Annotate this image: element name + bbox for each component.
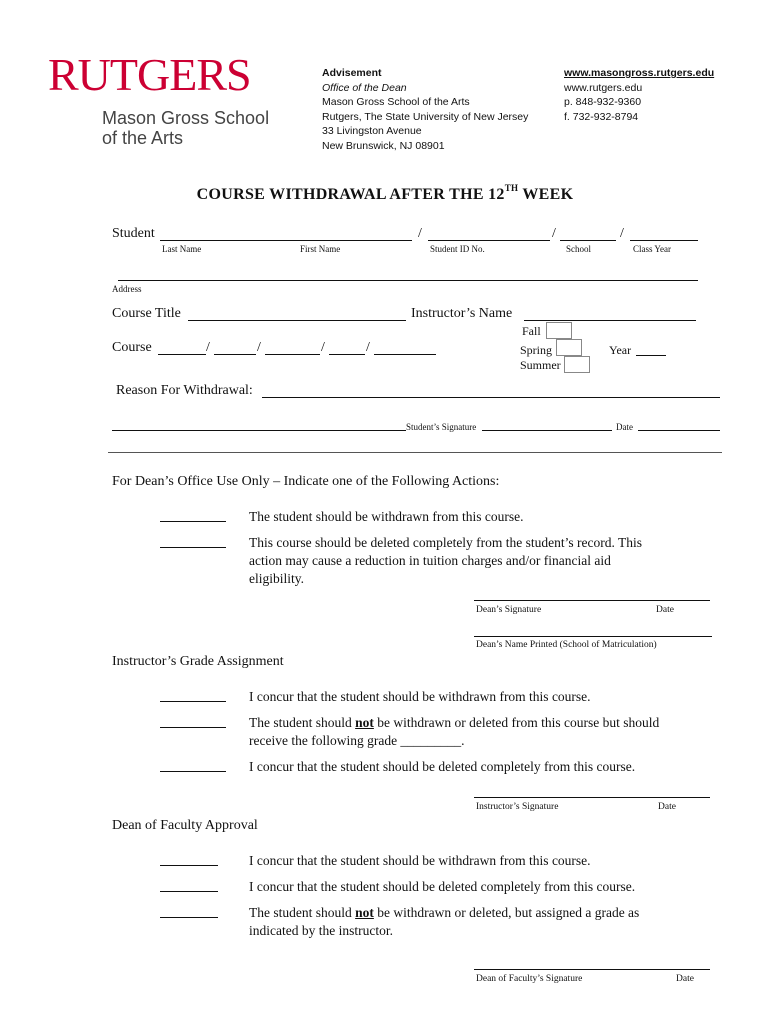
summer-checkbox[interactable] — [564, 356, 590, 373]
not-emphasis: not — [355, 715, 374, 730]
title-end: WEEK — [518, 186, 574, 203]
instructor-name-label: Instructor’s Name — [411, 306, 513, 321]
summer-label: Summer — [520, 358, 561, 372]
dean-opt2-line3: eligibility. — [249, 571, 304, 586]
year-field[interactable] — [636, 355, 666, 356]
dean-opt2-mark[interactable] — [160, 547, 226, 548]
instructor-signature-field[interactable] — [474, 797, 710, 798]
address-line-1: Mason Gross School of the Arts — [322, 96, 470, 109]
course-part-4[interactable] — [329, 354, 365, 355]
last-name-caption: Last Name — [162, 244, 202, 254]
section-divider — [108, 452, 722, 453]
dean-opt2-line2: action may cause a reduction in tuition charges and/or financial aid — [249, 553, 611, 568]
instructor-opt1-text: I concur that the student should be withdrawn from this course. — [249, 689, 591, 704]
instructor-opt2-text: The student should not be withdrawn or deleted from this course but should receive the following grade _________. — [249, 715, 660, 748]
first-name-caption: First Name — [300, 244, 341, 254]
address-line-4: New Brunswick, NJ 08901 — [322, 139, 445, 152]
instructor-opt2-mark[interactable] — [160, 727, 226, 728]
office-name: Office of the Dean — [322, 81, 407, 94]
logo-line-1: Mason Gross School — [102, 108, 270, 128]
course-part-2[interactable] — [214, 354, 256, 355]
dean-opt1-mark[interactable] — [160, 521, 226, 522]
web-link-rutgers[interactable]: www.rutgers.edu — [564, 81, 643, 94]
faculty-date-caption: Date — [676, 974, 694, 984]
class-year-field[interactable] — [630, 240, 698, 241]
faculty-opt1-mark[interactable] — [160, 865, 218, 866]
logo-subtitle — [102, 108, 269, 148]
dean-opt1-text: The student should be withdrawn from this course. — [249, 509, 524, 524]
dean-name-printed-caption: Dean’s Name Printed (School of Matriculation) — [476, 640, 657, 650]
student-signature-caption: Student’s Signature — [406, 422, 477, 432]
dean-signature-caption: Dean’s Signature — [476, 605, 542, 615]
course-title-label: Course Title — [112, 306, 181, 321]
instructor-opt3-text: I concur that the student should be deleted completely from this course. — [249, 759, 636, 774]
dean-office-heading: For Dean’s Office Use Only – Indicate one of the Following Actions: — [112, 474, 500, 489]
instructor-signature-caption: Instructor’s Signature — [476, 802, 559, 812]
instructor-name-field[interactable] — [524, 320, 696, 321]
logo-line-2: of the Arts — [102, 128, 184, 148]
dept-title: Advisement — [322, 67, 382, 79]
dean-opt2-line1: This course should be deleted completely from the student’s record. This — [249, 535, 643, 550]
address-line-2: Rutgers, The State University of New Jersey — [322, 110, 529, 123]
faculty-opt1-text: I concur that the student should be withdrawn from this course. — [249, 853, 591, 868]
title-sup: TH — [504, 183, 519, 193]
address-line-3: 33 Livingston Avenue — [322, 125, 422, 138]
faculty-opt3-text: The student should not be withdrawn or deleted, but assigned a grade as indicated by the instructor. — [249, 905, 640, 938]
course-part-3[interactable] — [265, 354, 320, 355]
faculty-opt2-text: I concur that the student should be deleted completely from this course. — [249, 879, 636, 894]
spring-label: Spring — [520, 343, 553, 357]
student-id-field[interactable] — [428, 240, 550, 241]
faculty-signature-field[interactable] — [474, 969, 710, 970]
web-link-masongross[interactable]: www.masongross.rutgers.edu — [564, 67, 715, 79]
year-label: Year — [609, 343, 632, 357]
spring-checkbox[interactable] — [556, 339, 582, 356]
faculty-opt3-mark[interactable] — [160, 917, 218, 918]
not-emphasis: not — [355, 905, 374, 920]
dean-name-printed-field[interactable] — [474, 636, 712, 637]
contact-block — [564, 66, 714, 124]
school-field[interactable] — [560, 240, 616, 241]
student-id-caption: Student ID No. — [430, 244, 485, 254]
fall-checkbox[interactable] — [546, 322, 572, 339]
title-main: COURSE WITHDRAWAL AFTER THE 12 — [196, 186, 505, 203]
faculty-heading: Dean of Faculty Approval — [112, 818, 258, 833]
office-address — [322, 66, 528, 154]
dean-opt2-text — [249, 534, 642, 588]
faculty-signature-caption: Dean of Faculty’s Signature — [476, 974, 583, 984]
dean-signature-field[interactable] — [474, 600, 710, 601]
instructor-date-caption: Date — [658, 802, 676, 812]
address-field[interactable] — [118, 280, 698, 281]
student-label: Student — [112, 226, 155, 241]
instructor-heading: Instructor’s Grade Assignment — [112, 654, 284, 669]
phone-number: p. 848-932-9360 — [564, 96, 642, 109]
reason-field[interactable] — [262, 397, 720, 398]
course-label: Course — [112, 340, 152, 355]
last-first-name-field[interactable] — [160, 240, 412, 241]
fall-label: Fall — [522, 324, 541, 338]
course-title-field[interactable] — [188, 320, 406, 321]
rutgers-logo: RUTGERS — [48, 49, 251, 100]
faculty-opt2-mark[interactable] — [160, 891, 218, 892]
form-title — [0, 183, 770, 204]
instructor-opt1-mark[interactable] — [160, 701, 226, 702]
dean-date-caption: Date — [656, 605, 674, 615]
student-date-field[interactable] — [638, 430, 720, 431]
grade-line: receive the following grade _________. — [249, 733, 465, 748]
fax-number: f. 732-932-8794 — [564, 110, 639, 123]
reason-continuation-field[interactable] — [112, 430, 406, 431]
course-part-1[interactable] — [158, 354, 206, 355]
student-signature-field[interactable] — [482, 430, 612, 431]
instructor-opt3-mark[interactable] — [160, 771, 226, 772]
address-caption: Address — [112, 284, 142, 294]
class-year-caption: Class Year — [633, 244, 672, 254]
student-date-caption: Date — [616, 422, 633, 432]
school-caption: School — [566, 244, 592, 254]
reason-label: Reason For Withdrawal: — [116, 383, 253, 398]
course-part-5[interactable] — [374, 354, 436, 355]
